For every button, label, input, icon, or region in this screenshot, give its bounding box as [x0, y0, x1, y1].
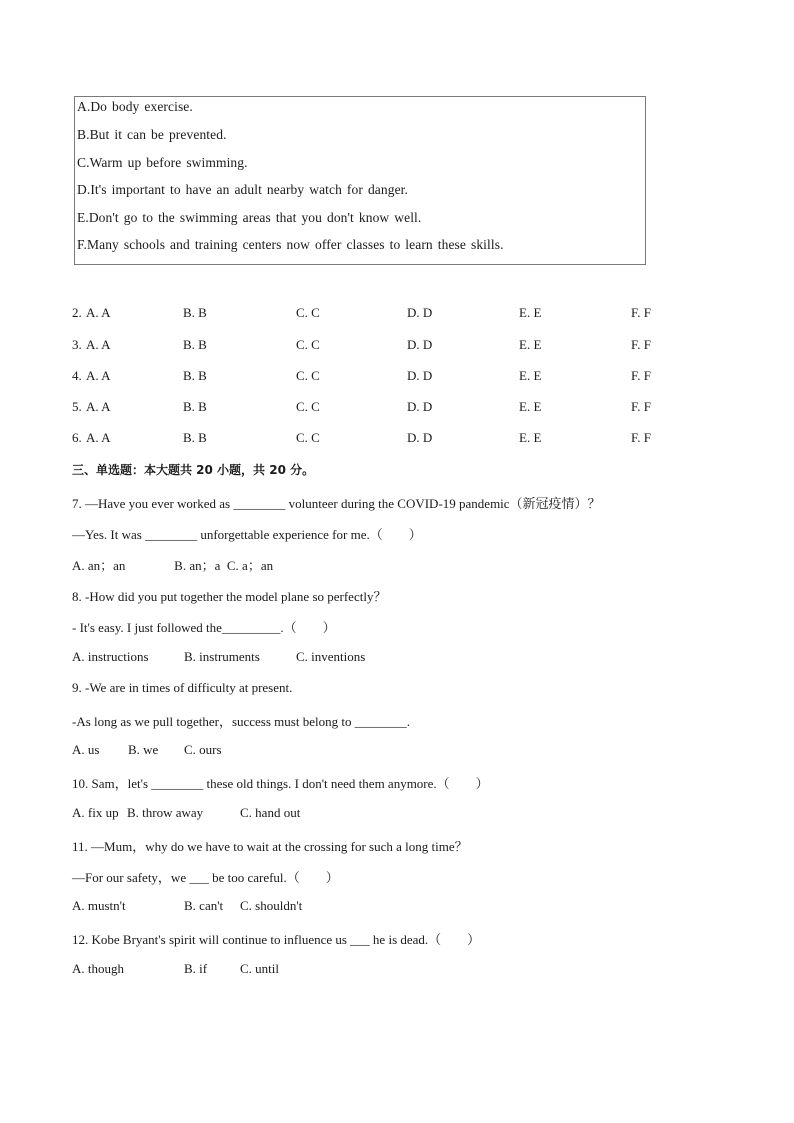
choice-d[interactable]: D. D: [407, 368, 433, 383]
question-number: 4.: [72, 368, 82, 383]
choice-c[interactable]: C. C: [296, 399, 320, 414]
question-8-option-a[interactable]: A. instructions: [72, 649, 149, 664]
question-number: 5.: [72, 399, 82, 414]
answer-row-3: [72, 337, 672, 355]
question-10-option-c[interactable]: C. hand out: [240, 805, 301, 820]
choice-d[interactable]: D. D: [407, 399, 433, 414]
option-line-c: C.Warm up before swimming.: [77, 155, 248, 170]
choice-d[interactable]: D. D: [407, 430, 433, 445]
question-12-option-c[interactable]: C. until: [240, 961, 280, 976]
choice-b[interactable]: B. B: [183, 337, 207, 352]
question-9-option-a[interactable]: A. us: [72, 742, 100, 757]
question-9-option-c[interactable]: C. ours: [184, 742, 222, 757]
question-number: 6.: [72, 430, 82, 445]
question-12-stem: 12. Kobe Bryant's spirit will continue to influence us ___ he is dead.（ ）: [72, 932, 481, 947]
choice-e[interactable]: E. E: [519, 337, 542, 352]
choice-f[interactable]: F. F: [631, 368, 651, 383]
choice-a[interactable]: A. A: [86, 305, 111, 320]
question-11-option-c[interactable]: C. shouldn't: [240, 898, 303, 913]
choice-f[interactable]: F. F: [631, 430, 651, 445]
answer-row-6: [72, 430, 672, 448]
question-12-option-a[interactable]: A. though: [72, 961, 124, 976]
choice-d[interactable]: D. D: [407, 305, 433, 320]
choice-b[interactable]: B. B: [183, 399, 207, 414]
question-9-reply: -As long as we pull together，success must belong to ________.: [72, 714, 410, 729]
choice-f[interactable]: F. F: [631, 399, 651, 414]
question-11-option-b[interactable]: B. can't: [184, 898, 224, 913]
question-8-reply: - It's easy. I just followed the_________.（ ）: [72, 620, 336, 635]
question-12-option-b[interactable]: B. if: [184, 961, 208, 976]
question-7-options[interactable]: A. an；an B. an；a C. a；an: [72, 558, 274, 573]
option-line-a: A.Do body exercise.: [77, 99, 193, 114]
option-line-f: F.Many schools and training centers now offer classes to learn these skills.: [77, 237, 504, 252]
choice-b[interactable]: B. B: [183, 305, 207, 320]
answer-row-4: [72, 368, 672, 386]
question-10-option-a[interactable]: A. fix up: [72, 805, 119, 820]
question-7-stem: 7. —Have you ever worked as ________ volunteer during the COVID-19 pandemic（新冠疫情）？: [72, 496, 601, 511]
sentence-options-box: [74, 96, 646, 265]
option-line-d: D.It's important to have an adult nearby watch for danger.: [77, 182, 409, 197]
choice-c[interactable]: C. C: [296, 430, 320, 445]
answer-row-2: [72, 305, 672, 323]
question-number: 3.: [72, 337, 82, 352]
question-11-stem: 11. —Mum，why do we have to wait at the crossing for such a long time？: [72, 839, 468, 854]
choice-c[interactable]: C. C: [296, 337, 320, 352]
question-8-option-b[interactable]: B. instruments: [184, 649, 260, 664]
question-11-option-a[interactable]: A. mustn't: [72, 898, 126, 913]
choice-a[interactable]: A. A: [86, 337, 111, 352]
option-line-e: E.Don't go to the swimming areas that you don't know well.: [77, 210, 422, 225]
question-8-option-c[interactable]: C. inventions: [296, 649, 366, 664]
section-heading: 三、单选题：本大题共 20 小题，共 20 分。: [72, 463, 315, 477]
answer-row-5: [72, 399, 672, 417]
question-9-option-b[interactable]: B. we: [128, 742, 159, 757]
choice-e[interactable]: E. E: [519, 305, 542, 320]
choice-c[interactable]: C. C: [296, 305, 320, 320]
choice-d[interactable]: D. D: [407, 337, 433, 352]
choice-f[interactable]: F. F: [631, 305, 651, 320]
question-9-stem: 9. -We are in times of difficulty at present.: [72, 680, 293, 695]
choice-c[interactable]: C. C: [296, 368, 320, 383]
question-number: 2.: [72, 305, 82, 320]
choice-a[interactable]: A. A: [86, 399, 111, 414]
choice-b[interactable]: B. B: [183, 368, 207, 383]
question-10-option-b[interactable]: B. throw away: [127, 805, 204, 820]
choice-a[interactable]: A. A: [86, 430, 111, 445]
question-11-reply: —For our safety，we ___ be too careful.（ ）: [72, 870, 339, 885]
choice-e[interactable]: E. E: [519, 430, 542, 445]
question-10-stem: 10. Sam，let's ________ these old things. I don't need them anymore.（ ）: [72, 776, 489, 791]
question-7-reply: —Yes. It was ________ unforgettable experience for me.（ ）: [72, 527, 422, 542]
choice-b[interactable]: B. B: [183, 430, 207, 445]
question-8-stem: 8. -How did you put together the model plane so perfectly？: [72, 589, 387, 604]
option-line-b: B.But it can be prevented.: [77, 127, 227, 142]
choice-e[interactable]: E. E: [519, 368, 542, 383]
choice-e[interactable]: E. E: [519, 399, 542, 414]
choice-a[interactable]: A. A: [86, 368, 111, 383]
choice-f[interactable]: F. F: [631, 337, 651, 352]
